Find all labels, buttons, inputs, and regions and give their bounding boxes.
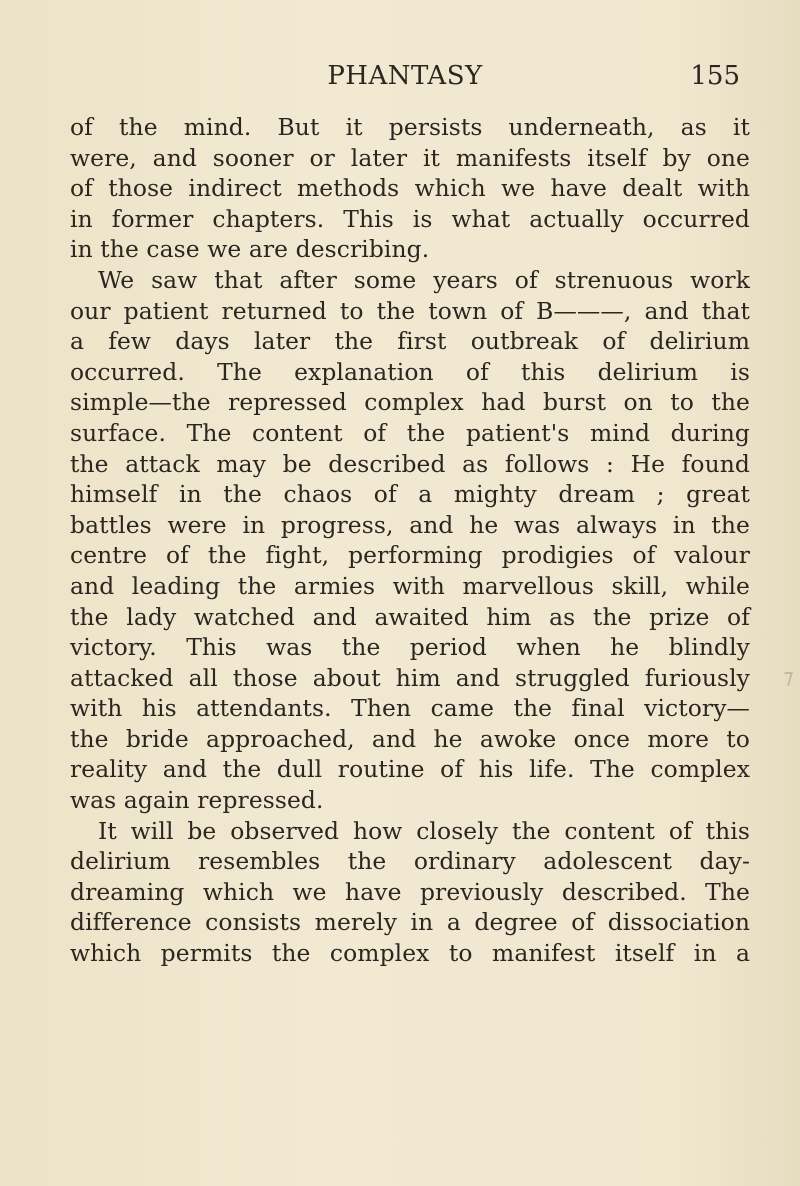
margin-mark [781,672,793,686]
text-line: were, and sooner or later it manifests itself by one [70,143,750,172]
text-line: himself in the chaos of a mighty dream ; great [70,480,750,509]
text-line: in former chapters. This is what actually occurred [70,204,750,233]
page-number: 155 [690,61,740,91]
text-line: centre of the fight, performing prodigies of valour [70,541,750,570]
text-line: delirium resembles the ordinary adolescent day- [70,847,750,876]
text-line: surface. The content of the patient's mind during [70,418,750,447]
text-line: the attack may be described as follows : He found [70,449,750,478]
text-line: We saw that after some years of strenuous work [98,265,750,294]
text-line: reality and the dull routine of his life. The complex [70,755,750,784]
text-line: our patient returned to the town of B———, and that [70,296,750,325]
page-header [70,56,740,96]
text-line: difference consists merely in a degree of dissociation [70,908,750,937]
text-line: a few days later the first outbreak of delirium [70,327,750,356]
text-line: dreaming which we have previously described. The [70,877,750,906]
text-line: It will be observed how closely the content of this [98,816,750,845]
text-line: simple—the repressed complex had burst on to the [70,388,750,417]
text-line: battles were in progress, and he was always in the [70,510,750,539]
text-line: and leading the armies with marvellous skill, while [70,571,750,600]
text-line: victory. This was the period when he blindly [70,633,750,662]
text-line: was again repressed. [70,786,324,815]
text-line: the bride approached, and he awoke once more to [70,724,750,753]
running-head: PHANTASY [327,61,483,91]
text-line: in the case we are describing. [70,235,430,264]
text-line: with his attendants. Then came the final victory— [70,694,750,723]
text-line: of those indirect methods which we have dealt with [70,174,750,203]
body-text [70,112,750,969]
text-line: occurred. The explanation of this delirium is [70,357,750,386]
text-line: which permits the complex to manifest itself in a [70,939,750,968]
text-line: of the mind. But it persists underneath, as it [70,113,750,141]
text-line: attacked all those about him and struggled furiously [70,663,750,692]
text-line: the lady watched and awaited him as the prize of [70,602,750,631]
